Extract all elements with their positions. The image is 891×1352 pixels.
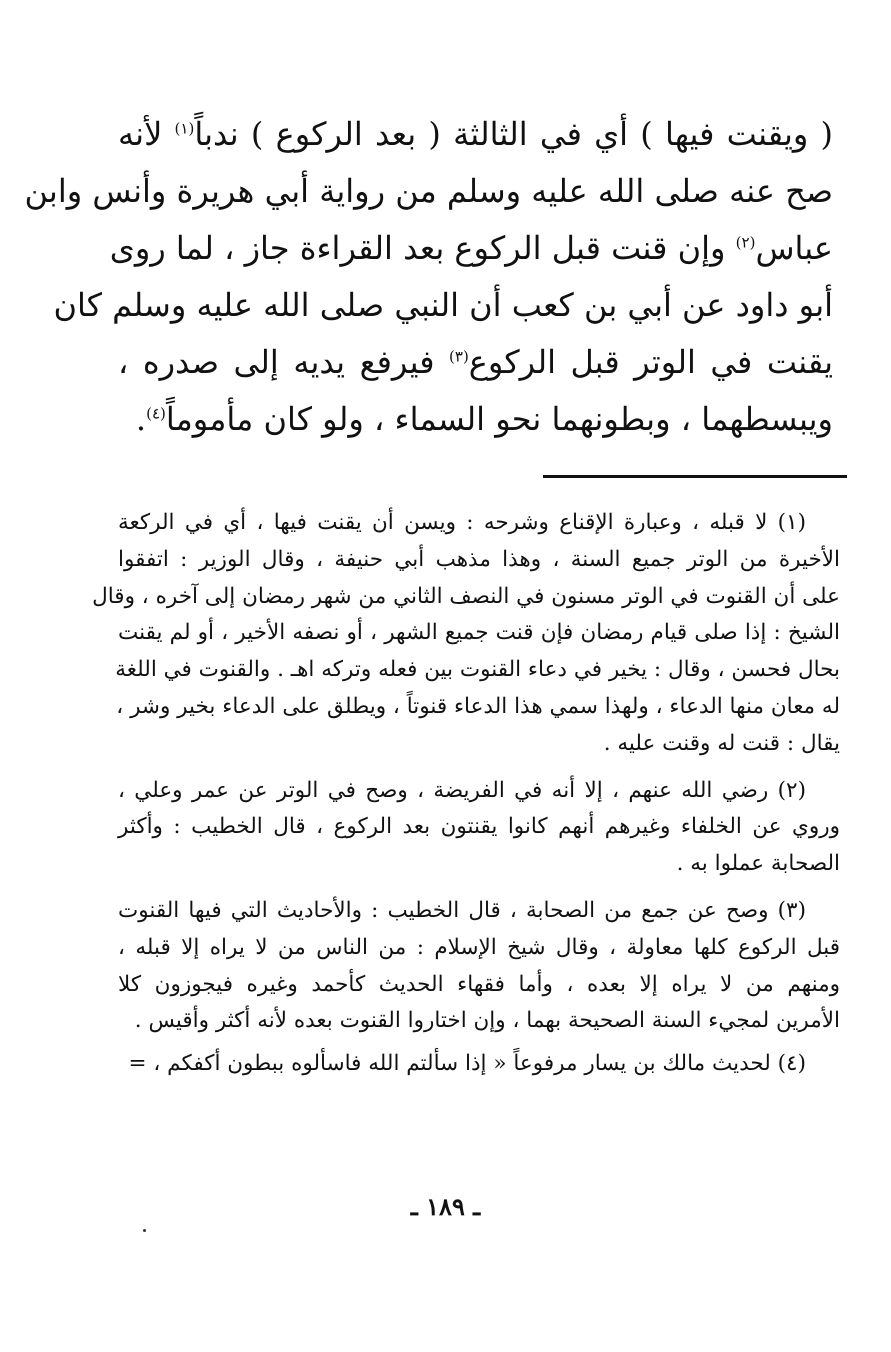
spacer	[118, 883, 840, 893]
main-line	[118, 334, 833, 391]
footnote-line: وروي عن الخلفاء وغيرهم أنهم كانوا يقنتون بعد الركوع ، قال الخطيب : وأكثر	[118, 814, 840, 840]
footnote-line: (١) لا قبله ، وعبارة الإقناع وشرحه : ويسن أن يقنت فيها ، أي في الركعة	[118, 510, 806, 535]
footnote-separator	[543, 475, 847, 478]
footnote-ref: (١)	[174, 119, 195, 138]
footnote-line: الأخيرة من الوتر جميع السنة ، وهذا مذهب أبي حنيفة ، وقال الوزير : اتفقوا	[118, 546, 840, 572]
page-number: ـ ١٨٩ ـ	[410, 1192, 481, 1221]
footnote-3	[118, 893, 840, 1040]
main-line-text: أبو داود عن أبي بن كعب أن النبي صلى الله عليه وسلم كان	[53, 286, 833, 324]
main-line-text: صح عنه صلى الله عليه وسلم من رواية أبي هريرة وأنس وابن	[24, 172, 833, 210]
footnote-line: قبل الركوع كلها معاولة ، وقال شيخ الإسلام : من الناس من لا يراه إلا قبله ،	[118, 934, 840, 960]
footnote-line: (٢) رضي الله عنهم ، إلا أنه في الفريضة ، وصح في الوتر عن عمر وعلي ،	[118, 777, 806, 803]
footnote-line: على أن القنوت في الوتر مسنون في النصف الثاني من شهر رمضان إلى آخره ، وقال	[92, 583, 840, 609]
main-line-text: فيرفع يديه إلى صدره ،	[118, 343, 450, 381]
footnote-line: (٤) لحديث مالك بن يسار مرفوعاً « إذا سألتم الله فاسألوه ببطون أكفكم ، =	[128, 1051, 806, 1077]
footnote-line: ومنهم من لا يراه إلا بعده ، وأما فقهاء الحديث كأحمد وغيره فيجوزون كلا	[118, 971, 840, 997]
footnotes	[92, 505, 840, 1083]
footnote-line: بحال فحسن ، وقال : يخير في دعاء القنوت بين فعله وتركه اهـ . والقنوت في اللغة	[115, 657, 840, 683]
main-line-text: يقنت في الوتر قبل الركوع	[468, 343, 834, 381]
footnote-1	[92, 505, 840, 763]
footnote-ref: (٤)	[146, 404, 166, 423]
main-line	[53, 277, 833, 334]
page-speck	[143, 1229, 146, 1232]
footnote-4	[118, 1046, 840, 1083]
footnote-line: الشيخ : إذا صلى قيام رمضان فإن قنت جميع الشهر ، أو نصفه الأخير ، أو لم يقنت	[118, 620, 840, 646]
footnote-ref: (٣)	[449, 347, 469, 366]
main-line	[118, 391, 833, 448]
main-line-text: ( ويقنت فيها ) أي في الثالثة ( بعد الركوع ) ندباً	[194, 115, 834, 153]
main-line-text: وإن قنت قبل الركوع بعد القراءة جاز ، لما روى	[109, 229, 736, 267]
footnote-line: له معان منها الدعاء ، ولهذا سمي هذا الدعاء قنوتاً ، ويطلق على الدعاء بخير وشر ،	[116, 693, 840, 719]
footnote-ref: (٢)	[735, 233, 756, 252]
footnote-line: (٣) وصح عن جمع من الصحابة ، قال الخطيب : والأحاديث التي فيها القنوت	[118, 897, 806, 923]
main-line	[118, 106, 833, 163]
footnote-line: الصحابة عملوا به .	[676, 851, 840, 877]
footnote-line: يقال : قنت له وقنت عليه .	[603, 730, 840, 756]
main-line	[24, 163, 833, 220]
footnote-2	[118, 773, 840, 883]
main-line-text: ويبسطهما ، وبطونهما نحو السماء ، ولو كان مأموماً	[165, 400, 833, 438]
spacer	[118, 763, 840, 773]
main-line	[109, 220, 833, 277]
main-line-text: .	[135, 400, 147, 438]
main-line-text: عباس	[755, 229, 833, 267]
main-text	[24, 106, 834, 448]
footnote-line: الأمرين لمجيء السنة الصحيحة بهما ، وإن اختاروا القنوت بعده لأنه أكثر وأقيس .	[134, 1008, 840, 1034]
main-line-text: لأنه	[118, 115, 175, 153]
